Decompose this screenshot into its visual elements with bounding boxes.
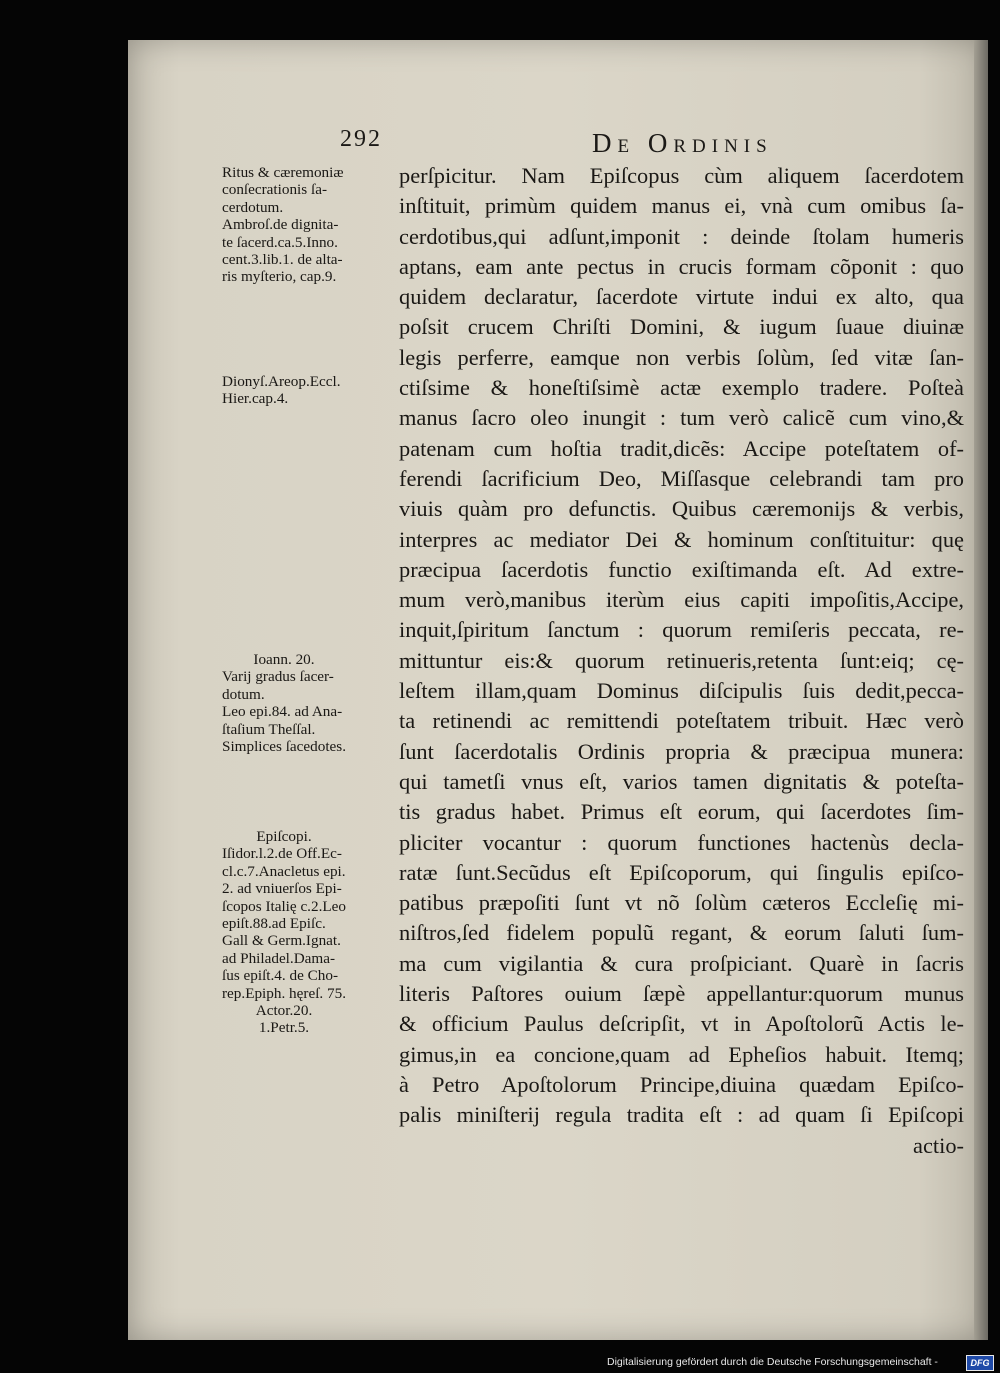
text-line: qui tametſi vnus eſt, varios tamen dignitatis & poteſta- — [399, 768, 964, 794]
text-line: ctiſsime & honeſtiſsimè actæ exemplo tradere. Poſteà — [399, 375, 964, 401]
text-line: ta retinendi ac remittendi poteſtatem tribuit. Hæc verò — [399, 708, 964, 734]
text-line: ferendi ſacrificium Deo, Miſſasque celebrandi tam pro — [399, 465, 964, 491]
page-number: 292 — [340, 126, 382, 152]
marginal-line: Gall & Germ.Ignat. — [222, 932, 341, 950]
main-text-block — [399, 161, 964, 1161]
marginal-line: epiſt.88.ad Epiſc. — [222, 915, 326, 933]
marginal-line: cl.c.7.Anacletus epi. — [222, 862, 346, 880]
text-line: inquit,ſpiritum ſanctum : quorum remiſeris peccata, re- — [399, 617, 964, 643]
dfg-logo[interactable]: DFG — [966, 1355, 994, 1371]
text-line: quidem declaratur, ſacerdote virtute indui ex alto, qua — [399, 284, 964, 310]
marginal-note-ioann — [222, 651, 346, 755]
text-line: patenam cum hoſtia tradit,dicẽs: Accipe poteſtatem of- — [399, 435, 964, 461]
marginal-note-dionys — [222, 373, 341, 408]
digitization-credit: Digitalisierung gefördert durch die Deutsche Forschungsgemeinschaft - — [607, 1356, 938, 1368]
text-line: ma cum vigilantia & cura proſpiciant. Quarè in ſacris — [399, 950, 964, 976]
marginal-line: Varij gradus ſacer- — [222, 668, 334, 686]
text-line: tis gradus habet. Primus eſt eorum, qui ſacerdotes ſim- — [399, 799, 964, 825]
text-line: mittuntur eis:& quorum retinueris,retenta ſunt:eiq; cę- — [399, 647, 964, 673]
text-line: viuis quàm pro defunctis. Quibus cæremonijs & verbis, — [399, 496, 964, 522]
text-line: præcipua ſacerdotis functio exiſtimanda eſt. Ad extre- — [399, 556, 964, 582]
marginal-line: ſus epiſt.4. de Cho- — [222, 967, 339, 985]
text-line: ſunt ſacerdotalis Ordinis propria & præcipua munera: — [399, 738, 964, 764]
text-line: interpres ac mediator Dei & hominum conſtituitur: quę — [399, 526, 964, 552]
text-line: leſtem illam,quam Dominus diſcipulis ſuis dedit,pecca- — [399, 678, 964, 704]
marginal-line: ſcopos Italię c.2.Leo — [222, 897, 346, 915]
marginal-line: ſtaſium Theſſal. — [222, 720, 316, 738]
marginal-line: Ritus & cæremoniæ — [222, 164, 344, 181]
marginal-line: cerdotum. — [222, 198, 284, 216]
running-title: De Ordinis — [592, 128, 773, 158]
text-line: palis miniſterij regula tradita eſt : ad quam ſi Epiſcopi — [399, 1102, 964, 1128]
marginal-line: Actor.20. — [255, 1002, 313, 1020]
text-line: cerdotibus,qui adſunt,imponit : deinde ſtolam humeris — [399, 223, 964, 249]
marginal-line: dotum. — [222, 685, 265, 703]
marginal-line: conſecrationis ſa- — [222, 181, 327, 199]
marginal-line: Leo epi.84. ad Ana- — [222, 703, 343, 721]
catchword: actio- — [913, 1132, 964, 1158]
text-line: legis perferre, eamque non verbis ſolùm, ſed vitæ ſan- — [399, 344, 964, 370]
marginal-line: ris myſterio, cap.9. — [222, 268, 337, 286]
marginal-line: Dionyſ.Areop.Eccl. — [222, 373, 341, 390]
text-line: à Petro Apoſtolorum Principe,diuina quædam Epiſco- — [399, 1071, 964, 1097]
text-line: manus ſacro oleo inungit : tum verò calicẽ cum vino,& — [399, 405, 964, 431]
text-line: niſtros,ſed fidelem populũ regant, & eorum ſaluti ſum- — [399, 920, 964, 946]
text-line: poſsit crucem Chriſti Domini, & iugum ſuaue diuinæ — [399, 314, 964, 340]
marginal-note-ritus — [222, 164, 344, 286]
page-edge-shadow — [974, 40, 988, 1340]
text-line: ratæ ſunt.Secũdus eſt Epiſcoporum, qui ſingulis epiſco- — [399, 859, 964, 885]
marginal-line: Hier.cap.4. — [222, 390, 289, 408]
text-line: inſtituit, primùm quidem manus ei, vnà cum omibus ſa- — [399, 193, 964, 219]
marginal-line: Ambroſ.de dignita- — [222, 216, 339, 234]
marginal-line: cent.3.lib.1. de alta- — [222, 251, 343, 269]
marginal-line: 1.Petr.5. — [258, 1019, 310, 1037]
text-line: aptans, eam ante pectus in crucis formam cõponit : quo — [399, 253, 964, 279]
text-line: perſpicitur. Nam Epiſcopus cùm aliquem ſacerdotem — [399, 163, 964, 188]
marginal-line: ad Philadel.Dama- — [222, 949, 336, 967]
marginal-line: 2. ad vniuerſos Epi- — [222, 880, 342, 898]
text-line: gimus,in ea concione,quam ad Epheſios habuit. Itemq; — [399, 1041, 964, 1067]
marginal-line: Epiſcopi. — [256, 828, 312, 845]
marginal-line: Simplices ſacedotes. — [222, 738, 346, 756]
text-line: mum verò,manibus iterùm eius capiti impoſitis,Accipe, — [399, 587, 964, 613]
marginal-line: te ſacerd.ca.5.Inno. — [222, 233, 338, 251]
text-line: pliciter vocantur : quorum functiones hactenùs decla- — [399, 829, 964, 855]
marginal-line: Ioann. 20. — [253, 651, 315, 668]
marginal-note-episcopi — [222, 828, 346, 1037]
marginal-line: rep.Epiph. hęreſ. 75. — [222, 984, 346, 1002]
text-line: literis Paſtores ouium ſæpè appellantur:quorum munus — [399, 981, 964, 1007]
marginal-line: Iſidor.l.2.de Off.Ec- — [222, 845, 342, 863]
text-line: patibus præpoſiti ſunt vt nõ ſolùm cæteros Eccleſię mi- — [399, 890, 964, 916]
text-line: & officium Paulus deſcripſit, vt in Apoſtolorũ Actis le- — [399, 1011, 964, 1037]
